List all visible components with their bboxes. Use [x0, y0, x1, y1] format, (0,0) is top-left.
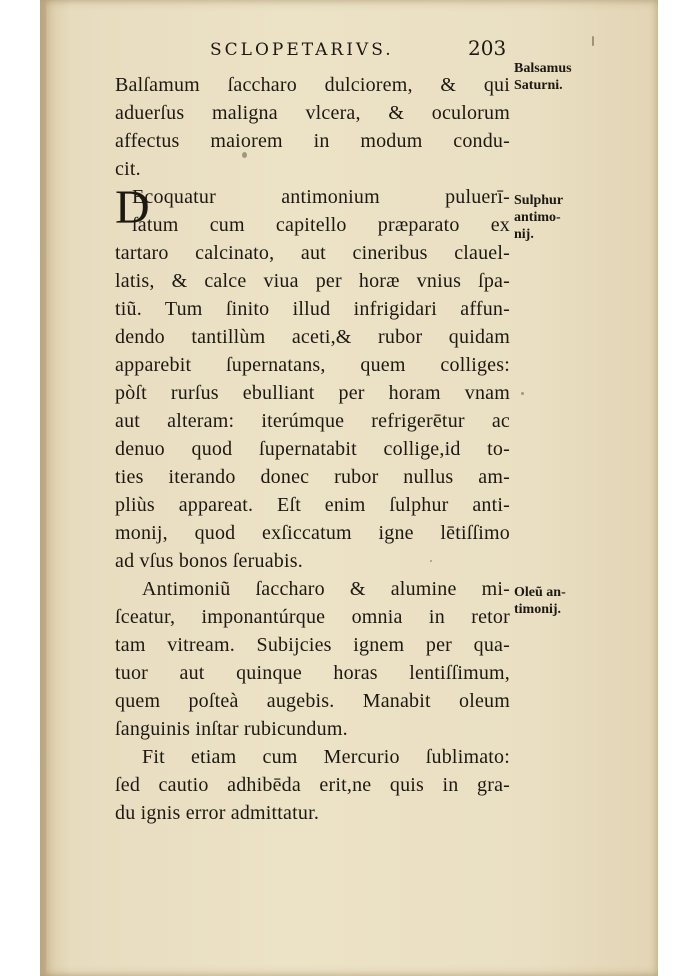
marginal-note-line: nij. [514, 227, 534, 242]
text-line: pòſt rurſus ebulliant per horam vnam [115, 382, 510, 404]
ink-speck [592, 36, 594, 46]
marginal-note-line: Saturni. [514, 78, 563, 93]
drop-cap: D [115, 181, 150, 234]
text-line: Antimoniũ ſaccharo & alumine mi- [142, 578, 510, 600]
marginal-note [514, 192, 563, 243]
text-line: du ignis error admittatur. [115, 802, 320, 824]
page-gutter [40, 0, 46, 976]
text-line: cit. [115, 158, 141, 180]
text-line: ſatum cum capitello præparato ex [132, 214, 510, 236]
text-line: tam vitream. Subijcies ignem per qua- [115, 634, 510, 656]
text-line: denuo quod ſupernatabit collige,id to- [115, 438, 510, 460]
text-line: latis, & calce viua per horæ vnius ſpa- [115, 270, 510, 292]
text-line: Balſamum ſaccharo dulciorem, & qui [115, 74, 510, 96]
marginal-note-line: Balsamus [514, 61, 572, 76]
text-line: tiũ. Tum ſinito illud infrigidari affun- [115, 298, 510, 320]
text-line: tartaro calcinato, aut cineribus clauel- [115, 242, 510, 264]
marginal-note-line: Sulphur [514, 193, 564, 208]
text-line: dendo tantillùm aceti,& rubor quidam [115, 326, 510, 348]
marginal-note [514, 60, 572, 94]
text-line: quem poſteà augebis. Manabit oleum [115, 690, 510, 712]
text-line: ſed cautio adhibēda erit,ne quis in gra- [115, 774, 510, 796]
text-line: monij, quod exſiccatum igne lētiſſimo [115, 522, 510, 544]
ink-speck [430, 560, 432, 562]
marginal-note-line: antimo- [514, 210, 561, 225]
text-line: Fit etiam cum Mercurio ſublimato: [142, 746, 510, 768]
text-line: apparebit ſupernatans, quem colliges: [115, 354, 510, 376]
ink-speck [242, 152, 247, 158]
text-line: affectus maiorem in modum condu- [115, 130, 510, 152]
text-line: aduerſus maligna vlcera, & oculorum [115, 102, 510, 124]
ink-speck [521, 392, 524, 395]
text-line: ad vſus bonos ſeruabis. [115, 550, 303, 572]
text-line: tuor aut quinque horas lentiſſimum, [115, 662, 510, 684]
text-line: pliùs appareat. Eſt enim ſulphur anti- [115, 494, 510, 516]
marginal-note-line: timonij. [514, 602, 562, 617]
running-head: SCLOPETARIVS. [210, 40, 394, 60]
text-line: Ecoquatur antimonium puluerī- [132, 186, 510, 208]
text-line: ſanguinis inſtar rubicundum. [115, 718, 348, 740]
text-line: aut alteram: iterúmque refrigerētur ac [115, 410, 510, 432]
page-number: 203 [468, 36, 507, 60]
marginal-note [514, 584, 566, 618]
marginal-note-line: Oleũ an- [514, 585, 566, 600]
text-line: ties iterando donec rubor nullus am- [115, 466, 510, 488]
text-line: ſceatur, imponantúrque omnia in retor [115, 606, 510, 628]
